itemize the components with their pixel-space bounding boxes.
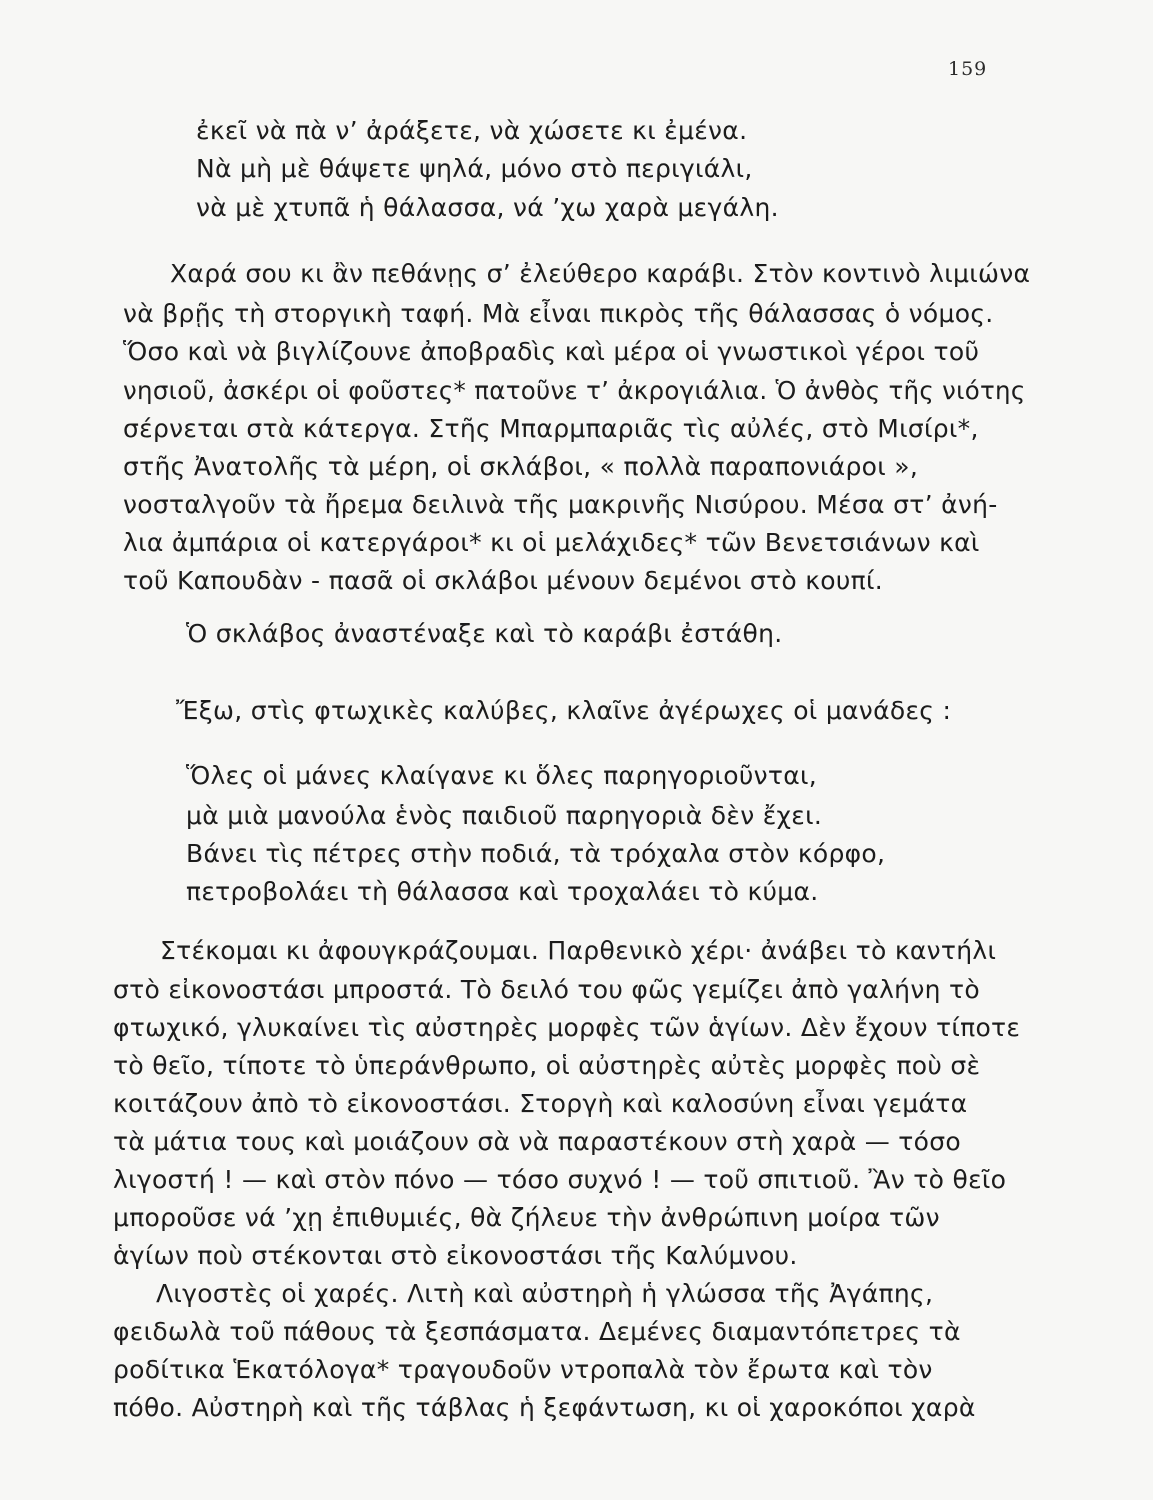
verse-line: ἐκεῖ νὰ πὰ ν’ ἀράξετε, νὰ χώσετε κι ἐμένα. (196, 116, 748, 145)
text-line: φειδωλὰ τοῦ πάθους τὰ ξεσπάσματα. Δεμένες διαμαντόπετρες τὰ (113, 1317, 961, 1346)
text-line: μποροῦσε νά ’χῃ ἐπιθυμιές, θὰ ζήλευε τὴν ἀνθρώπινη μοίρα τῶν (113, 1203, 940, 1232)
text-line: στὸ εἰκονοστάσι μπροστά. Τὸ δειλό του φῶς γεμίζει ἀπὸ γαλήνη τὸ (113, 975, 980, 1004)
verse-line: νὰ μὲ χτυπᾶ ἡ θάλασσα, νά ’χω χαρὰ μεγάλη. (196, 193, 779, 222)
text-line: ἁγίων ποὺ στέκονται στὸ εἰκονοστάσι τῆς Καλύμνου. (113, 1241, 798, 1270)
text-line: πόθο. Αὐστηρὴ καὶ τῆς τάβλας ἡ ξεφάντωση, κι οἱ χαροκόποι χαρὰ (113, 1393, 976, 1422)
page-number: 159 (948, 58, 988, 80)
text-line: Στέκομαι κι ἀφουγκράζουμαι. Παρθενικὸ χέρι· ἀνάβει τὸ καντήλι (160, 936, 997, 965)
text-line: Ἔξω, στὶς φτωχικὲς καλύβες, κλαῖνε ἀγέρωχες οἱ μανάδες : (176, 696, 952, 725)
text-line: Λιγοστὲς οἱ χαρές. Λιτὴ καὶ αὐστηρὴ ἡ γλώσσα τῆς Ἀγάπης, (156, 1279, 934, 1308)
verse-line: Ὅλες οἱ μάνες κλαίγανε κι ὅλες παρηγοριοῦνται, (186, 761, 818, 790)
text-line: τὰ μάτια τους καὶ μοιάζουν σὰ νὰ παραστέκουν στὴ χαρὰ — τόσο (113, 1127, 961, 1156)
text-line: λια ἀμπάρια οἱ κατεργάροι* κι οἱ μελάχιδες* τῶν Βενετσιάνων καὶ (123, 528, 980, 557)
text-line: τοῦ Καπουδὰν - πασᾶ οἱ σκλάβοι μένουν δεμένοι στὸ κουπί. (123, 566, 883, 595)
text-line: Χαρά σου κι ἂν πεθάνῃς σ’ ἐλεύθερο καράβι. Στὸν κοντινὸ λιμιώνα (170, 259, 1031, 288)
text-line: στῆς Ἀνατολῆς τὰ μέρη, οἱ σκλάβοι, « πολλὰ παραπονιάροι », (123, 452, 919, 481)
verse-line: μὰ μιὰ μανούλα ἑνὸς παιδιοῦ παρηγοριὰ δὲν ἔχει. (186, 801, 823, 830)
verse-line: Βάνει τὶς πέτρες στὴν ποδιά, τὰ τρόχαλα στὸν κόρφο, (186, 839, 886, 868)
text-line: ροδίτικα Ἑκατόλογα* τραγουδοῦν ντροπαλὰ τὸν ἔρωτα καὶ τὸν (113, 1355, 933, 1384)
text-line: νησιοῦ, ἀσκέρι οἱ φοῦστες* πατοῦνε τ’ ἀκρογιάλια. Ὁ ἀνθὸς τῆς νιότης (123, 376, 1026, 405)
text-line: νοσταλγοῦν τὰ ἤρεμα δειλινὰ τῆς μακρινῆς Νισύρου. Μέσα στ’ ἀνή- (123, 490, 998, 519)
text-line: σέρνεται στὰ κάτεργα. Στῆς Μπαρμπαριᾶς τὶς αὐλές, στὸ Μισίρι*, (123, 414, 979, 443)
text-line: κοιτάζουν ἀπὸ τὸ εἰκονοστάσι. Στοργὴ καὶ καλοσύνη εἶναι γεμάτα (113, 1089, 968, 1118)
text-line: φτωχικό, γλυκαίνει τὶς αὐστηρὲς μορφὲς τῶν ἁγίων. Δὲν ἔχουν τίποτε (113, 1013, 1021, 1042)
verse-line: Νὰ μὴ μὲ θάψετε ψηλά, μόνο στὸ περιγιάλι, (196, 154, 753, 183)
text-line: νὰ βρῇς τὴ στοργικὴ ταφή. Μὰ εἶναι πικρὸς τῆς θάλασσας ὁ νόμος. (123, 299, 994, 328)
text-line: τὸ θεῖο, τίποτε τὸ ὑπεράνθρωπο, οἱ αὐστηρὲς αὐτὲς μορφὲς ποὺ σὲ (113, 1051, 981, 1080)
verse-line: πετροβολάει τὴ θάλασσα καὶ τροχαλάει τὸ κύμα. (186, 877, 819, 906)
text-line: Ὅσο καὶ νὰ βιγλίζουνε ἀποβραδὶς καὶ μέρα οἱ γνωστικοὶ γέροι τοῦ (123, 337, 980, 366)
text-line: Ὁ σκλάβος ἀναστέναξε καὶ τὸ καράβι ἐστάθη. (186, 619, 783, 648)
text-line: λιγοστή ! — καὶ στὸν πόνο — τόσο συχνό ! — τοῦ σπιτιοῦ. Ἂν τὸ θεῖο (113, 1165, 1007, 1194)
